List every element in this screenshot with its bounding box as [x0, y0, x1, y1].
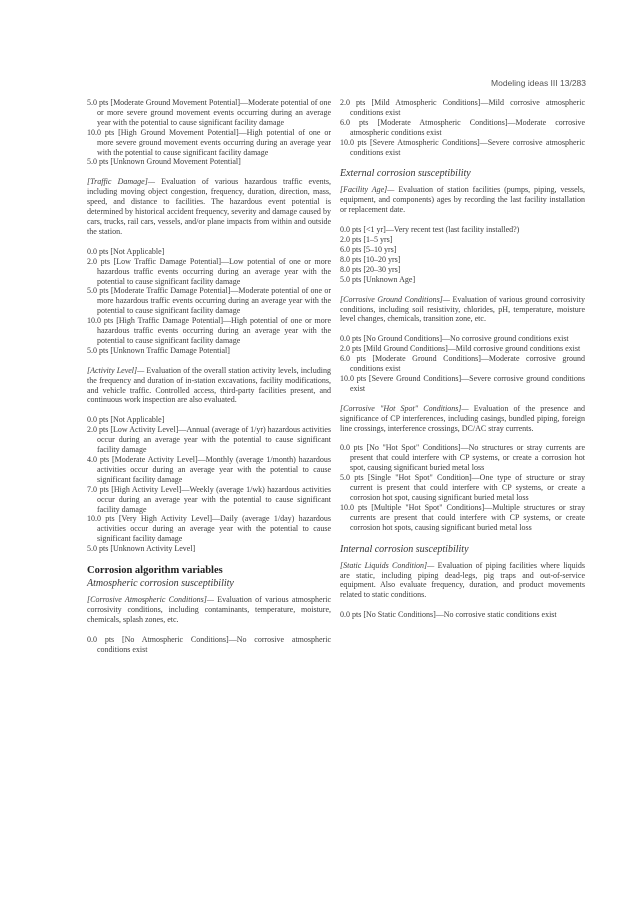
- ground-conditions-entry: 6.0 pts [Moderate Ground Conditions]—Moderate corrosive ground conditions exist: [340, 354, 585, 374]
- traffic-entry: 10.0 pts [High Traffic Damage Potential]—High potential of one or more hazardous traffic events occurring during an average year with the potential to cause significant facility damage: [87, 316, 331, 345]
- facility-age-description: [340, 185, 585, 215]
- facility-age-entry: 2.0 pts [1–5 yrs]: [340, 235, 393, 245]
- atmospheric-entry: 10.0 pts [Severe Atmospheric Conditions]—Severe corrosive atmospheric conditions exist: [340, 137, 585, 157]
- atmospheric-lead: [Corrosive Atmospheric Conditions]—: [87, 595, 214, 605]
- traffic-entry: 5.0 pts [Moderate Traffic Damage Potential]—Moderate potential of one or more hazardous traffic events occurring during an average year with the potential to cause significant facility damage: [87, 286, 331, 316]
- ground-conditions-description: [340, 295, 585, 325]
- atmospheric-description: [87, 595, 331, 625]
- ground-entry: 5.0 pts [Unknown Ground Movement Potential]: [87, 157, 241, 167]
- activity-entry: 0.0 pts [Not Applicable]: [87, 415, 165, 425]
- traffic-entry: 2.0 pts [Low Traffic Damage Potential]—Low potential of one or more hazardous traffic events occurring during an average year with the potential to cause significant facility damage: [87, 256, 331, 286]
- activity-entry: 7.0 pts [High Activity Level]—Weekly (average 1/wk) hazardous activities occur during an average year with the potential to cause significant facility damage: [87, 484, 331, 514]
- atmospheric-entry: 6.0 pts [Moderate Atmospheric Conditions]—Moderate corrosive atmospheric conditions exist: [340, 117, 585, 137]
- facility-age-body: Evaluation of station facilities (pumps, piping, vessels, equipment, and components) ages by recording the last facility installation or replacement date.: [340, 185, 586, 215]
- activity-entry: 5.0 pts [Unknown Activity Level]: [87, 544, 196, 554]
- atmospheric-entry: 2.0 pts [Mild Atmospheric Conditions]—Mild corrosive atmospheric conditions exist: [340, 98, 585, 117]
- traffic-description: [87, 177, 331, 236]
- ground-conditions-lead: [Corrosive Ground Conditions]—: [340, 294, 450, 304]
- section-heading-corrosion-algorithm: Corrosion algorithm variables: [87, 565, 223, 577]
- activity-entry: 4.0 pts [Moderate Activity Level]—Monthly (average 1/month) hazardous activities occur during an average year with the potential to cause significant facility damage: [87, 455, 331, 484]
- subheading-external: External corrosion susceptibility: [340, 168, 471, 180]
- activity-entry: 2.0 pts [Low Activity Level]—Annual (average of 1/yr) hazardous activities occur during an average year with the potential to cause significant facility damage: [87, 425, 331, 455]
- ground-conditions-body: Evaluation of various ground corrosivity conditions, including soil resistivity, chlorides, pH, temperature, moisture level changes, chemicals, transition zone, etc.: [340, 294, 585, 324]
- hot-spot-entry: 5.0 pts [Single "Hot Spot" Condition]—One type of structure or stray current is present that could interfere with CP systems, or create a corrosion hot spot, causing significant buried metal loss: [340, 473, 585, 502]
- static-liquids-description: [340, 561, 585, 601]
- activity-lead: [Activity Level]—: [87, 365, 145, 375]
- left-column: [87, 98, 331, 655]
- facility-age-entry: 8.0 pts [20–30 yrs]: [340, 264, 401, 274]
- traffic-lead: [Traffic Damage]—: [87, 177, 155, 187]
- ground-entry: 10.0 pts [High Ground Movement Potential]—High potential of one or more severe ground movement events occurring during an average year with the potential to cause significant facility damage: [87, 127, 331, 157]
- activity-body: Evaluation of the overall station activity levels, including the frequency and duration of in-station excavations, facility modifications, and vehicle traffic. Controlled access, third-party facilities present, and continuous work inspection are also evaluated.: [87, 365, 331, 405]
- right-column: [340, 98, 585, 620]
- atmospheric-entry: 0.0 pts [No Atmospheric Conditions]—No corrosive atmospheric conditions exist: [87, 634, 331, 654]
- static-liquids-lead: [Static Liquids Condition]—: [340, 560, 435, 570]
- facility-age-entry: 0.0 pts [<1 yr]—Very recent test (last facility installed?): [340, 225, 520, 235]
- ground-entry: 5.0 pts [Moderate Ground Movement Potential]—Moderate potential of one or more severe ground movement events occurring during an average year with the potential to cause significant facility damage: [87, 98, 331, 127]
- facility-age-entry: 6.0 pts [5–10 yrs]: [340, 244, 397, 254]
- activity-description: [87, 366, 331, 406]
- subheading-atmospheric: Atmospheric corrosion susceptibility: [87, 578, 234, 590]
- traffic-entry: 0.0 pts [Not Applicable]: [87, 246, 165, 256]
- hot-spot-lead: [Corrosive "Hot Spot" Conditions]—: [340, 403, 469, 413]
- activity-entry: 10.0 pts [Very High Activity Level]—Daily (average 1/day) hazardous activities occur during an average year with the potential to cause significant facility damage: [87, 514, 331, 544]
- static-liquids-entry: 0.0 pts [No Static Conditions]—No corrosive static conditions exist: [340, 610, 557, 620]
- ground-conditions-entry: 2.0 pts [Mild Ground Conditions]—Mild corrosive ground conditions exist: [340, 344, 581, 354]
- atmospheric-body: Evaluation of various atmospheric corrosivity conditions, including contaminants, temperature, moisture, chemicals, splash zones, etc.: [87, 595, 332, 624]
- traffic-body: Evaluation of various hazardous traffic events, including moving object congestion, frequency, duration, direction, mass, speed, and distance to facilities. The hazardous event potential is determined by historical accident frequency, severity and damage caused by cars, trucks, rail cars, vessels, and/or plane impacts from within and outside the station.: [87, 177, 331, 236]
- hot-spot-description: [340, 404, 585, 434]
- hot-spot-body: Evaluation of the presence and significance of CP interferences, including casings, bundled piping, foreign line crossings, interference crossings, DC/AC stray currents.: [340, 403, 585, 433]
- ground-conditions-entry: 0.0 pts [No Ground Conditions]—No corrosive ground conditions exist: [340, 334, 569, 344]
- hot-spot-entry: 10.0 pts [Multiple "Hot Spot" Conditions]—Multiple structures or stray currents are present that could interfere with CP systems, or create corrosion hot spots, causing significant buried metal loss: [340, 502, 585, 532]
- facility-age-entry: 5.0 pts [Unknown Age]: [340, 274, 416, 284]
- running-header: Modeling ideas III 13/283: [491, 78, 586, 88]
- facility-age-entry: 8.0 pts [10–20 yrs]: [340, 254, 401, 264]
- subheading-internal: Internal corrosion susceptibility: [340, 543, 469, 555]
- ground-conditions-entry: 10.0 pts [Severe Ground Conditions]—Severe corrosive ground conditions exist: [340, 373, 585, 393]
- hot-spot-entry: 0.0 pts [No "Hot Spot" Conditions]—No structures or stray currents are present that could interfere with CP systems, or create a corrosion hot spot, causing significant buried metal loss: [340, 443, 585, 473]
- facility-age-lead: [Facility Age]—: [340, 185, 395, 195]
- static-liquids-body: Evaluation of piping facilities where liquids are static, including piping dead-legs, pig traps and out-of-service equipment. Also evaluate frequency, duration, and product movements related to static conditions.: [340, 560, 585, 600]
- traffic-entry: 5.0 pts [Unknown Traffic Damage Potential]: [87, 345, 230, 355]
